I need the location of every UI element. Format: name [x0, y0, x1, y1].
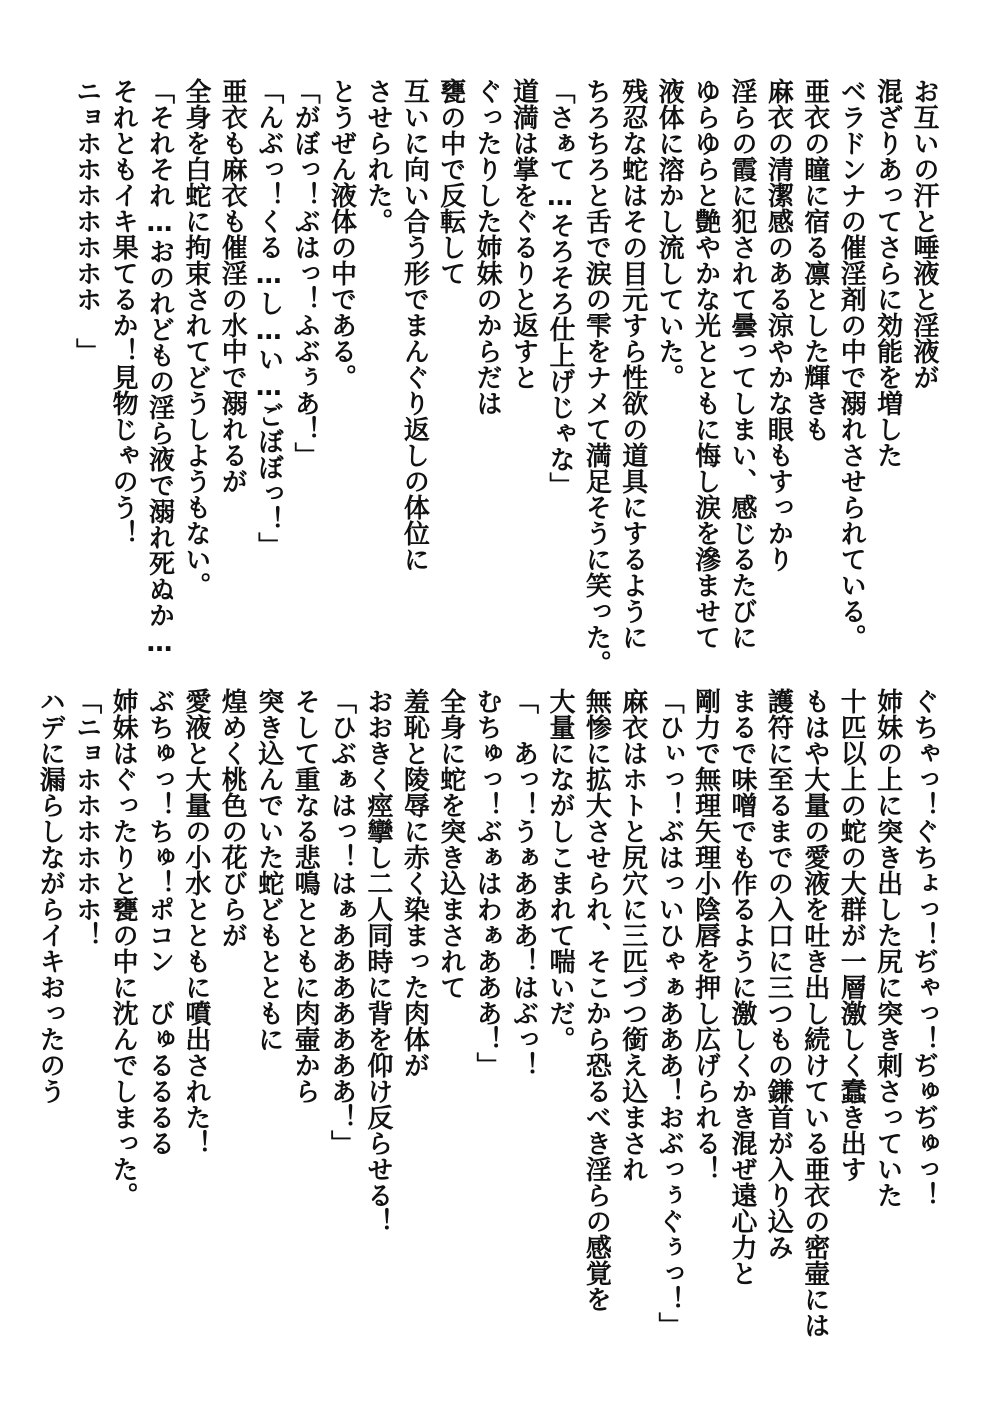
lower-line-1: ぐちゃっ！ぐちょっ！ぢゃっ！ぢゅぢゅっ！ — [909, 688, 939, 1208]
lower-line-22: ぶちゅっ！ちゅ！ポコン びゅるるるる — [144, 688, 175, 1156]
upper-line-4: 亜衣の瞳に宿る凛とした輝きも — [799, 78, 830, 442]
upper-line-24: ニョホホホホホホホ 」 — [71, 78, 102, 364]
lower-line-7: 剛力で無理矢理小陰唇を押し広げられる！ — [690, 688, 721, 1182]
lower-line-18: そして重なる悲鳴とともに肉壷から — [290, 688, 321, 1104]
upper-line-13: ぐったりした姉妹のからだは — [472, 78, 503, 416]
text-block-lower — [32, 688, 942, 1338]
lower-line-4: もはや大量の愛液を吐き出し続けている亜衣の密壷には — [799, 688, 830, 1338]
lower-line-23: 姉妹はぐったりと甕の中に沈んでしまった。 — [108, 688, 139, 1208]
upper-line-14: 甕の中で反転して — [435, 78, 466, 286]
lower-line-6: まるで味噌でも作るように激しくかき混ぜ遠心力と — [726, 688, 757, 1286]
upper-line-20: 亜衣も麻衣も催淫の水中で溺れるが — [217, 78, 248, 494]
upper-line-16: させられた。 — [362, 78, 393, 234]
lower-line-5: 護符に至るまでの入口に三つもの鎌首が入り込み — [763, 688, 794, 1260]
lower-line-13: むちゅっ！ぶぁはわぁあああ！」 — [472, 688, 503, 1078]
lower-line-25: ハデに漏らしながらイキおったのう — [35, 688, 66, 1104]
lower-line-8: 「ひぃっ！ぶはっいひゃぁあああ！おぶっぅぐぅっ！」 — [654, 688, 685, 1338]
lower-line-17: 「ひぶぁはっ！はぁあああああああ！」 — [326, 688, 357, 1156]
upper-line-12: 道満は掌をぐるりと返すと — [508, 78, 539, 390]
lower-line-12: 「 あっ！うぁあああ！はぶっ！ — [508, 688, 539, 1078]
lower-line-10: 無惨に拡大させられ、そこから恐るべき淫らの感覚を — [581, 688, 612, 1312]
upper-line-11: 「さぁて…そろそろ仕上げじゃな」 — [544, 78, 575, 498]
text-block-upper — [68, 78, 942, 676]
lower-line-21: 愛液と大量の小水とともに噴出された！ — [180, 688, 211, 1156]
upper-line-21: 全身を白蛇に拘束されてどうしようもない。 — [180, 78, 211, 598]
lower-line-19: 突き込んでいた蛇どもとともに — [253, 688, 284, 1052]
upper-line-23: それともイキ果てるか！見物じゃのう！ — [108, 78, 139, 546]
upper-line-15: 互いに向い合う形でまんぐり返しの体位に — [399, 78, 430, 572]
upper-line-7: ゆらゆらと艶やかな光とともに悔し涙を滲ませて — [690, 78, 721, 650]
lower-line-2: 姉妹の上に突き出した尻に突き刺さっていた — [872, 688, 903, 1208]
upper-line-22: 「それそれ…おのれどもの淫ら液で溺れ死ぬか… — [144, 78, 175, 658]
upper-line-18: 「がぼっ！ぶはっ！ふぶぅあ！」 — [290, 78, 321, 468]
upper-line-5: 麻衣の清潔感のある涼やかな眼もすっかり — [763, 78, 794, 572]
upper-line-6: 淫らの霞に犯されて曇ってしまい、感じるたびに — [726, 78, 757, 650]
lower-line-9: 麻衣はホトと尻穴に三匹づつ銜え込まされ — [617, 688, 648, 1182]
lower-line-3: 十匹以上の蛇の大群が一層激しく蠢き出す — [836, 688, 867, 1182]
upper-line-9: 残忍な蛇はその目元すら性欲の道具にするように — [617, 78, 648, 650]
upper-line-1: お互いの汗と唾液と淫液が — [909, 78, 939, 390]
upper-line-10: ちろちろと舌で涙の雫をナメて満足そうに笑った。 — [581, 78, 612, 676]
lower-line-24: 「ニョホホホホホホ！ — [71, 688, 102, 948]
upper-line-8: 液体に溶かし流していた。 — [654, 78, 685, 390]
lower-line-11: 大量にながしこまれて喘いだ。 — [544, 688, 575, 1052]
lower-line-15: 羞恥と陵辱に赤く染まった肉体が — [399, 688, 430, 1078]
lower-line-20: 煌めく桃色の花びらが — [217, 688, 248, 948]
upper-line-3: ベラドンナの催淫剤の中で溺れさせられている。 — [836, 78, 867, 650]
upper-line-17: とうぜん液体の中である。 — [326, 78, 357, 390]
upper-line-19: 「んぶっ！くる…し…い…ごぼぼっ！」 — [253, 78, 284, 558]
lower-line-14: 全身に蛇を突き込まされて — [435, 688, 466, 1000]
lower-line-16: おおきく痙攣し二人同時に背を仰け反らせる！ — [362, 688, 393, 1234]
upper-line-2: 混ざりあってさらに効能を増した — [872, 78, 903, 468]
